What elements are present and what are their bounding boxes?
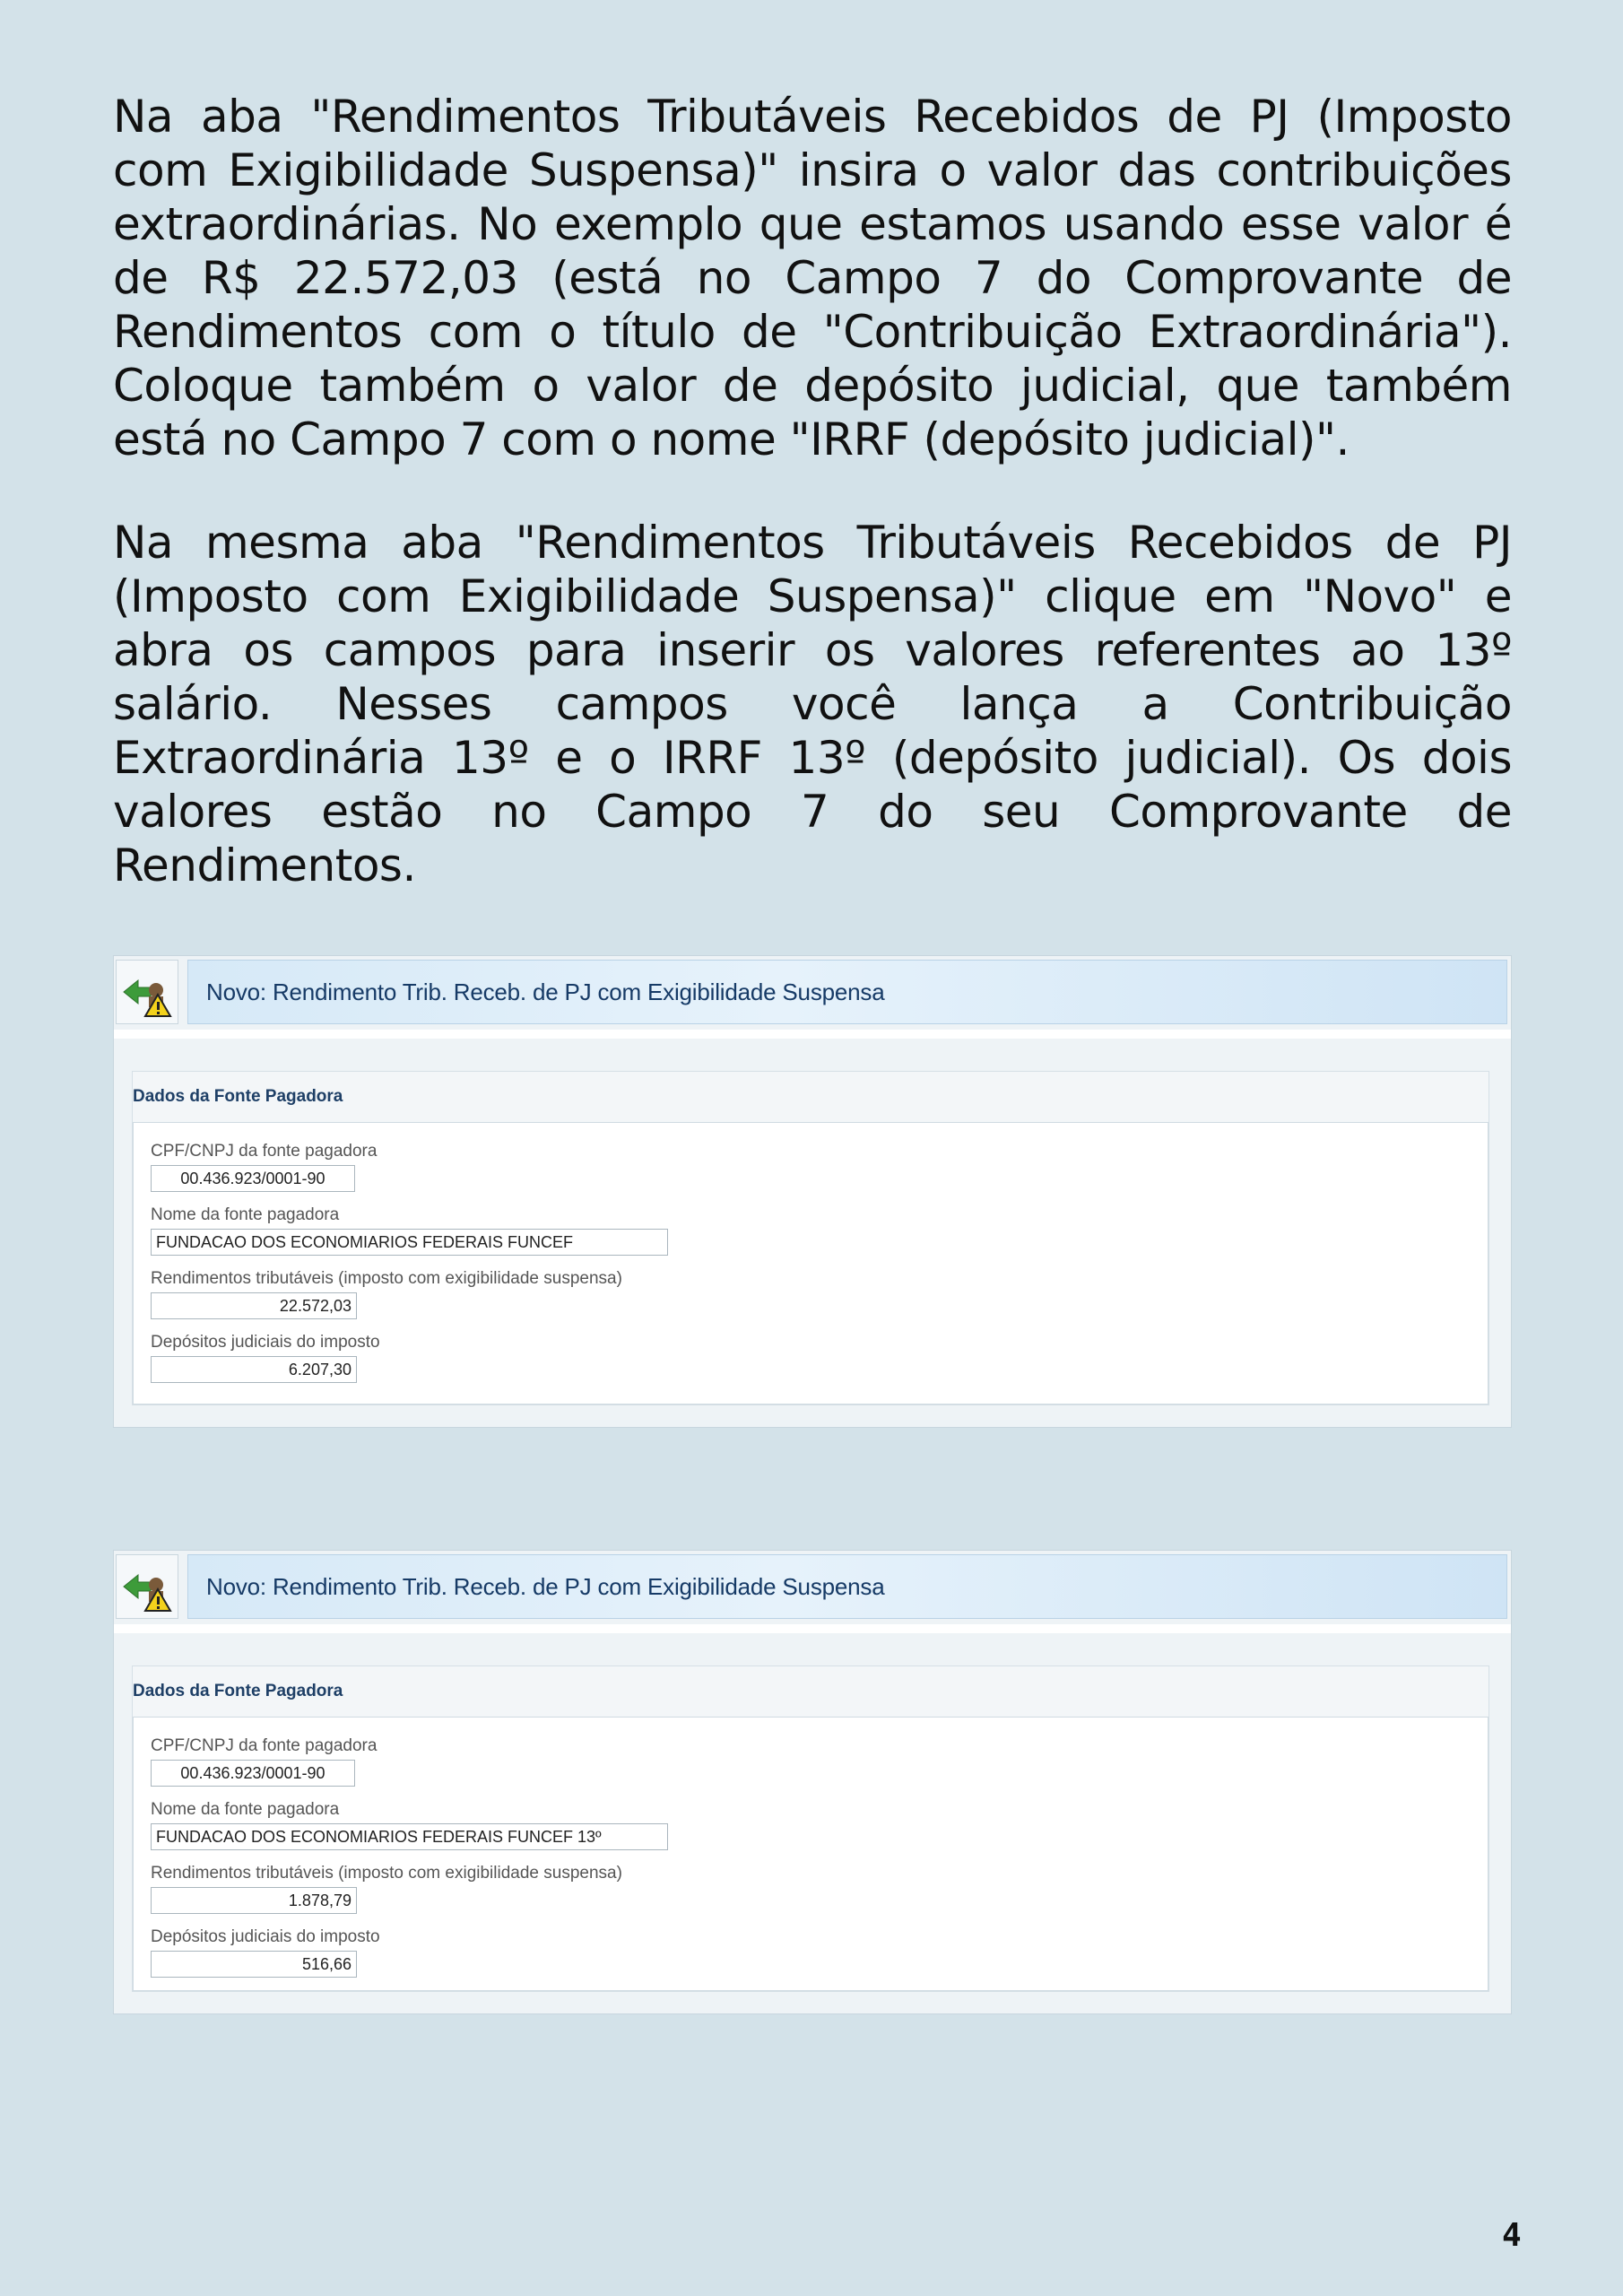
header-divider xyxy=(114,1030,1511,1039)
deposit-field[interactable]: 516,66 xyxy=(151,1951,357,1978)
income-field[interactable]: 1.878,79 xyxy=(151,1887,357,1914)
income-label: Rendimentos tributáveis (imposto com exigibilidade suspensa) xyxy=(151,1864,622,1883)
screenshot-form-contribuicao xyxy=(113,955,1512,1428)
form-title: Novo: Rendimento Trib. Receb. de PJ com Exigibilidade Suspensa xyxy=(206,978,885,1005)
cnpj-field[interactable]: 00.436.923/0001-90 xyxy=(151,1760,355,1787)
deposit-label: Depósitos judiciais do imposto xyxy=(151,1333,380,1352)
instruction-paragraph-1: Na aba "Rendimentos Tributáveis Recebidos de PJ (Imposto com Exigibilidade Suspensa)" insira o valor das contribuições extraordinárias. No exemplo que estamos usando esse valor é de R$ 22.572,03 (está no Campo 7 do Comprovante de Rendimentos com o título de "Contribuição Extraordinária"). Coloque também o valor de depósito judicial, que também está no Campo 7 com o nome "IRRF (depósito judicial)". xyxy=(113,91,1512,465)
dados-fonte-pagadora-section xyxy=(132,1665,1489,1992)
section-title: Dados da Fonte Pagadora xyxy=(133,1682,343,1700)
header-divider xyxy=(114,1624,1511,1633)
form-title-bar xyxy=(187,1554,1507,1619)
back-arrow-warning-icon[interactable] xyxy=(116,960,178,1024)
income-label: Rendimentos tributáveis (imposto com exigibilidade suspensa) xyxy=(151,1269,622,1288)
cnpj-label: CPF/CNPJ da fonte pagadora xyxy=(151,1736,378,1755)
income-field[interactable]: 22.572,03 xyxy=(151,1292,357,1319)
form-title: Novo: Rendimento Trib. Receb. de PJ com Exigibilidade Suspensa xyxy=(206,1572,885,1600)
instruction-paragraph-2: Na mesma aba "Rendimentos Tributáveis Recebidos de PJ (Imposto com Exigibilidade Suspensa)" clique em "Novo" e abra os campos para inserir os valores referentes ao 13º salário. Nesses campos você lança a Contribuição Extraordinária 13º e o IRRF 13º (depósito judicial). Os dois valores estão no Campo 7 do seu Comprovante de Rendimentos. xyxy=(113,517,1512,891)
form-header xyxy=(114,1551,1511,1622)
name-field[interactable]: FUNDACAO DOS ECONOMIARIOS FEDERAIS FUNCEF xyxy=(151,1229,668,1256)
page-number: 4 xyxy=(1502,2217,1522,2254)
name-label: Nome da fonte pagadora xyxy=(151,1800,340,1819)
form-header xyxy=(114,956,1511,1028)
screenshot-form-13-salario xyxy=(113,1550,1512,2014)
deposit-label: Depósitos judiciais do imposto xyxy=(151,1927,380,1946)
form-title-bar xyxy=(187,960,1507,1024)
fields-panel xyxy=(133,1122,1488,1405)
cnpj-field[interactable]: 00.436.923/0001-90 xyxy=(151,1165,355,1192)
back-arrow-warning-icon[interactable] xyxy=(116,1554,178,1619)
fields-panel xyxy=(133,1717,1488,1991)
cnpj-label: CPF/CNPJ da fonte pagadora xyxy=(151,1142,378,1161)
name-label: Nome da fonte pagadora xyxy=(151,1205,340,1224)
dados-fonte-pagadora-section xyxy=(132,1071,1489,1405)
name-field[interactable]: FUNDACAO DOS ECONOMIARIOS FEDERAIS FUNCEF 13º xyxy=(151,1823,668,1850)
section-title: Dados da Fonte Pagadora xyxy=(133,1087,343,1106)
deposit-field[interactable]: 6.207,30 xyxy=(151,1356,357,1383)
